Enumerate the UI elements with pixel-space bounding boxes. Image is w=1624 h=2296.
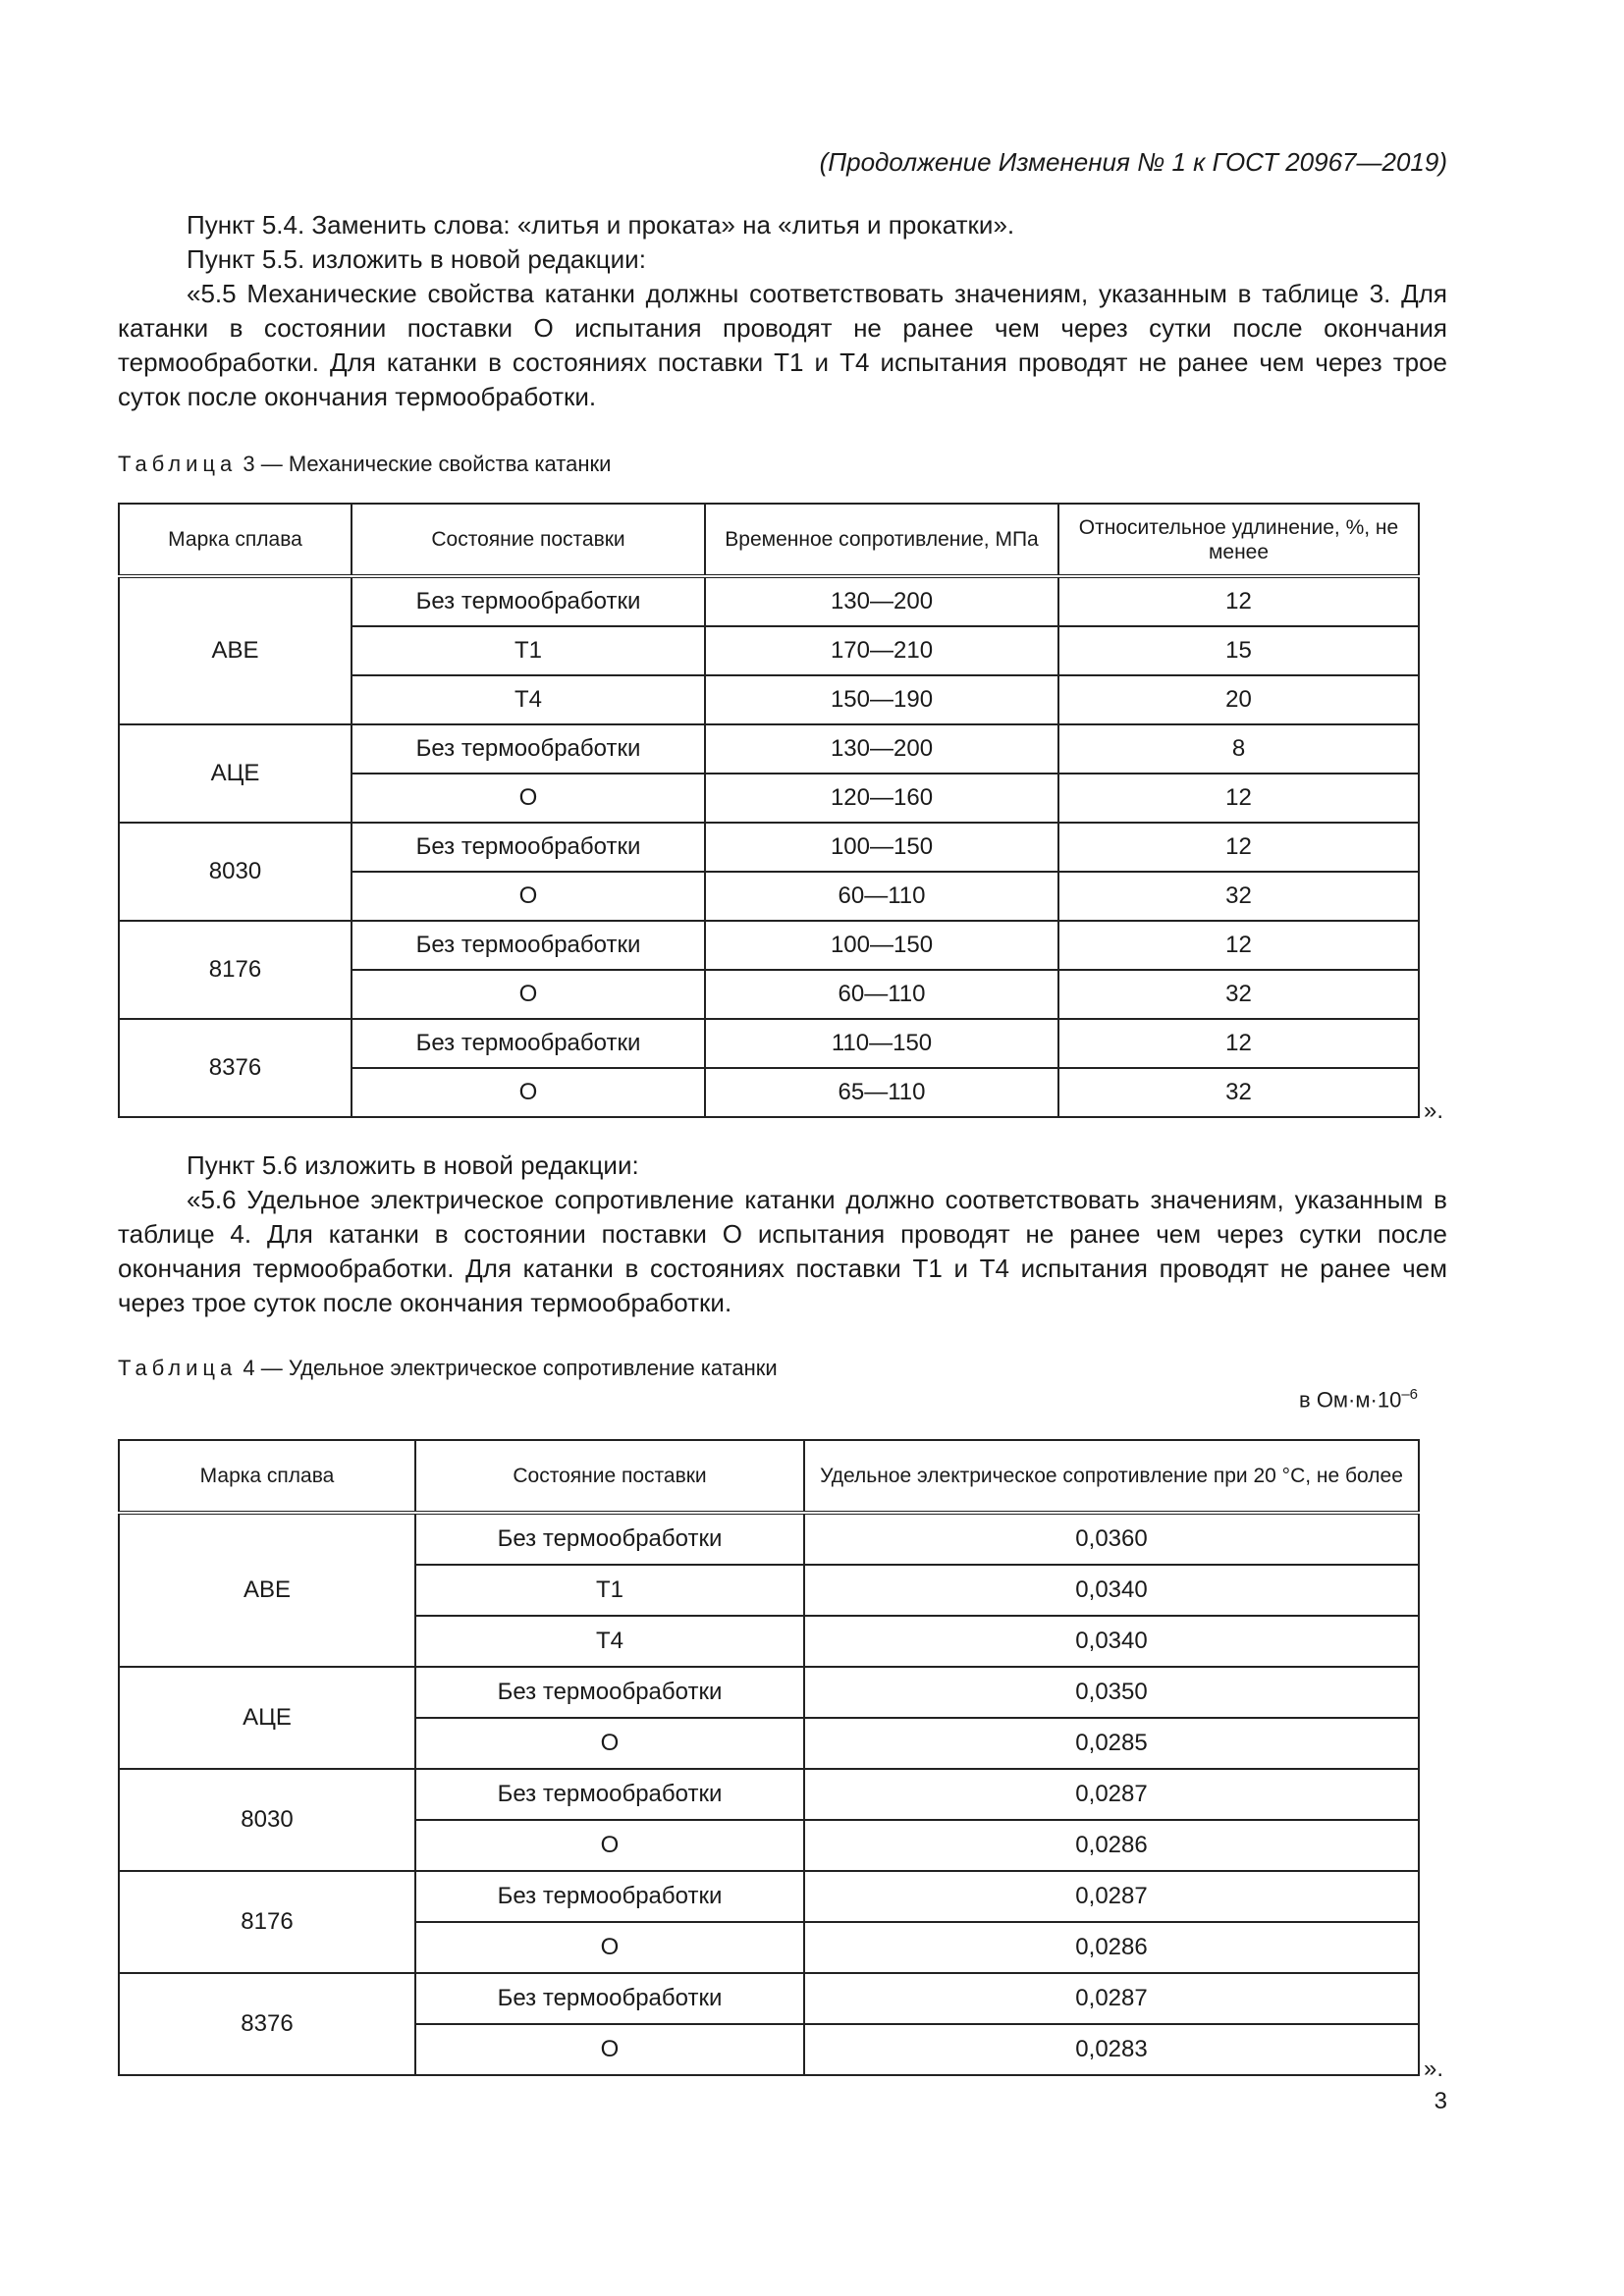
table-cell: Без термообработки: [415, 1871, 804, 1922]
table-cell: О: [352, 970, 705, 1019]
table-cell: 0,0340: [804, 1565, 1419, 1616]
table-cell: 0,0360: [804, 1513, 1419, 1565]
table-cell: Т1: [415, 1565, 804, 1616]
table-cell: Т4: [352, 675, 705, 724]
alloy-cell: 8176: [119, 921, 352, 1019]
header-cell: Временное сопротивление, МПа: [705, 504, 1058, 576]
header-cell: Марка сплава: [119, 504, 352, 576]
table-cell: Без термообработки: [352, 921, 705, 970]
table-cell: 0,0286: [804, 1922, 1419, 1973]
table-cell: Т1: [352, 626, 705, 675]
table-row: [119, 724, 1419, 774]
table-row: [119, 921, 1419, 970]
table4-caption: [118, 1356, 778, 1381]
table-cell: Т4: [415, 1616, 804, 1667]
alloy-cell: АВЕ: [119, 576, 352, 724]
table-cell: 32: [1058, 1068, 1419, 1117]
table-cell: 60—110: [705, 872, 1058, 921]
table-row: [119, 1513, 1419, 1565]
table-cell: Без термообработки: [415, 1973, 804, 2024]
table-cell: 65—110: [705, 1068, 1058, 1117]
table-cell: Без термообработки: [352, 823, 705, 872]
table-cell: 12: [1058, 1019, 1419, 1068]
table-cell: 150—190: [705, 675, 1058, 724]
alloy-cell: 8030: [119, 1769, 415, 1871]
table-cell: Без термообработки: [415, 1513, 804, 1565]
table-cell: 100—150: [705, 823, 1058, 872]
table-cell: 0,0287: [804, 1769, 1419, 1820]
table-row: [119, 1769, 1419, 1820]
table-cell: 0,0285: [804, 1718, 1419, 1769]
table-cell: 20: [1058, 675, 1419, 724]
table-cell: 0,0287: [804, 1871, 1419, 1922]
table-cell: О: [352, 1068, 705, 1117]
table-cell: 12: [1058, 774, 1419, 823]
table-cell: О: [415, 1718, 804, 1769]
table-cell: 0,0350: [804, 1667, 1419, 1718]
paragraph: «5.6 Удельное электрическое сопротивление катанки должно соответствовать значениям, указанным в таблице 4. Для катанки в состоянии поставки О испытания проводят не ранее чем через сутки после окончания термообработки. Для катанки в состояниях поставки Т1 и Т4 испытания проводят не ранее чем через трое суток после окончания термообработки.: [118, 1185, 1447, 1317]
alloy-cell: АВЕ: [119, 1513, 415, 1667]
header-cell: Относительное удлинение, %, не менее: [1058, 504, 1419, 576]
table-cell: 110—150: [705, 1019, 1058, 1068]
table-4: [118, 1439, 1420, 2076]
table-cell: 0,0286: [804, 1820, 1419, 1871]
caption-text: 4 — Удельное электрическое сопротивление катанки: [243, 1356, 778, 1380]
header-cell: Марка сплава: [119, 1440, 415, 1513]
table-cell: Без термообработки: [415, 1769, 804, 1820]
table-header-row: [119, 1440, 1419, 1513]
table-cell: О: [415, 1820, 804, 1871]
table-cell: 15: [1058, 626, 1419, 675]
alloy-cell: 8030: [119, 823, 352, 921]
unit-text: в Ом·м·10: [1299, 1387, 1402, 1413]
table-row: [119, 576, 1419, 626]
caption-word: Таблица: [118, 1356, 238, 1380]
paragraph: «5.5 Механические свойства катанки должны соответствовать значениям, указанным в таблице 3. Для катанки в состоянии поставки О испытания проводят не ранее чем через сутки после окончания термообработки. Для катанки в состояниях поставки Т1 и Т4 испытания проводят не ранее чем через трое суток после окончания термообработки.: [118, 279, 1447, 411]
header-cell: Состояние поставки: [415, 1440, 804, 1513]
table-cell: 0,0283: [804, 2024, 1419, 2075]
table-row: [119, 823, 1419, 872]
paragraph: Пункт 5.6 изложить в новой редакции:: [187, 1150, 639, 1180]
alloy-cell: АЦЕ: [119, 724, 352, 823]
table-row: [119, 1667, 1419, 1718]
table-cell: Без термообработки: [352, 576, 705, 626]
table-cell: Без термообработки: [415, 1667, 804, 1718]
table-cell: 32: [1058, 970, 1419, 1019]
page-number: 3: [1434, 2088, 1447, 2114]
header-cell: Удельное электрическое сопротивление при 20 °С, не более: [804, 1440, 1419, 1513]
units-label: [1299, 1386, 1418, 1413]
table-cell: 12: [1058, 823, 1419, 872]
table-cell: 8: [1058, 724, 1419, 774]
table-cell: 130—200: [705, 724, 1058, 774]
caption-text: 3 — Механические свойства катанки: [243, 452, 612, 476]
table-row: [119, 1019, 1419, 1068]
table-cell: 120—160: [705, 774, 1058, 823]
table-cell: Без термообработки: [352, 1019, 705, 1068]
table-cell: 100—150: [705, 921, 1058, 970]
table-cell: 60—110: [705, 970, 1058, 1019]
alloy-cell: 8176: [119, 1871, 415, 1973]
table-cell: 0,0287: [804, 1973, 1419, 2024]
table-cell: 12: [1058, 576, 1419, 626]
table-cell: О: [415, 2024, 804, 2075]
section-paragraphs: [118, 1148, 1447, 1320]
table-cell: 170—210: [705, 626, 1058, 675]
table-cell: О: [352, 774, 705, 823]
closing-quote: ».: [1424, 1097, 1444, 1124]
table-cell: 12: [1058, 921, 1419, 970]
table-cell: Без термообработки: [352, 724, 705, 774]
intro-paragraphs: [118, 208, 1447, 414]
closing-quote: ».: [1424, 2056, 1444, 2082]
table-row: [119, 1973, 1419, 2024]
paragraph: Пункт 5.4. Заменить слова: «литья и проката» на «литья и прокатки».: [187, 210, 1015, 240]
alloy-cell: АЦЕ: [119, 1667, 415, 1769]
paragraph: Пункт 5.5. изложить в новой редакции:: [187, 244, 646, 274]
table-3: [118, 503, 1420, 1118]
header-cell: Состояние поставки: [352, 504, 705, 576]
page-header: (Продолжение Изменения № 1 к ГОСТ 20967—2019): [819, 147, 1447, 177]
table-cell: О: [352, 872, 705, 921]
alloy-cell: 8376: [119, 1973, 415, 2075]
table-cell: 130—200: [705, 576, 1058, 626]
caption-word: Таблица: [118, 452, 238, 476]
unit-exponent: –6: [1401, 1386, 1418, 1403]
table-header-row: [119, 504, 1419, 576]
table-row: [119, 1871, 1419, 1922]
table-cell: 32: [1058, 872, 1419, 921]
table3-caption: [118, 452, 611, 477]
table-cell: 0,0340: [804, 1616, 1419, 1667]
alloy-cell: 8376: [119, 1019, 352, 1117]
table-cell: О: [415, 1922, 804, 1973]
